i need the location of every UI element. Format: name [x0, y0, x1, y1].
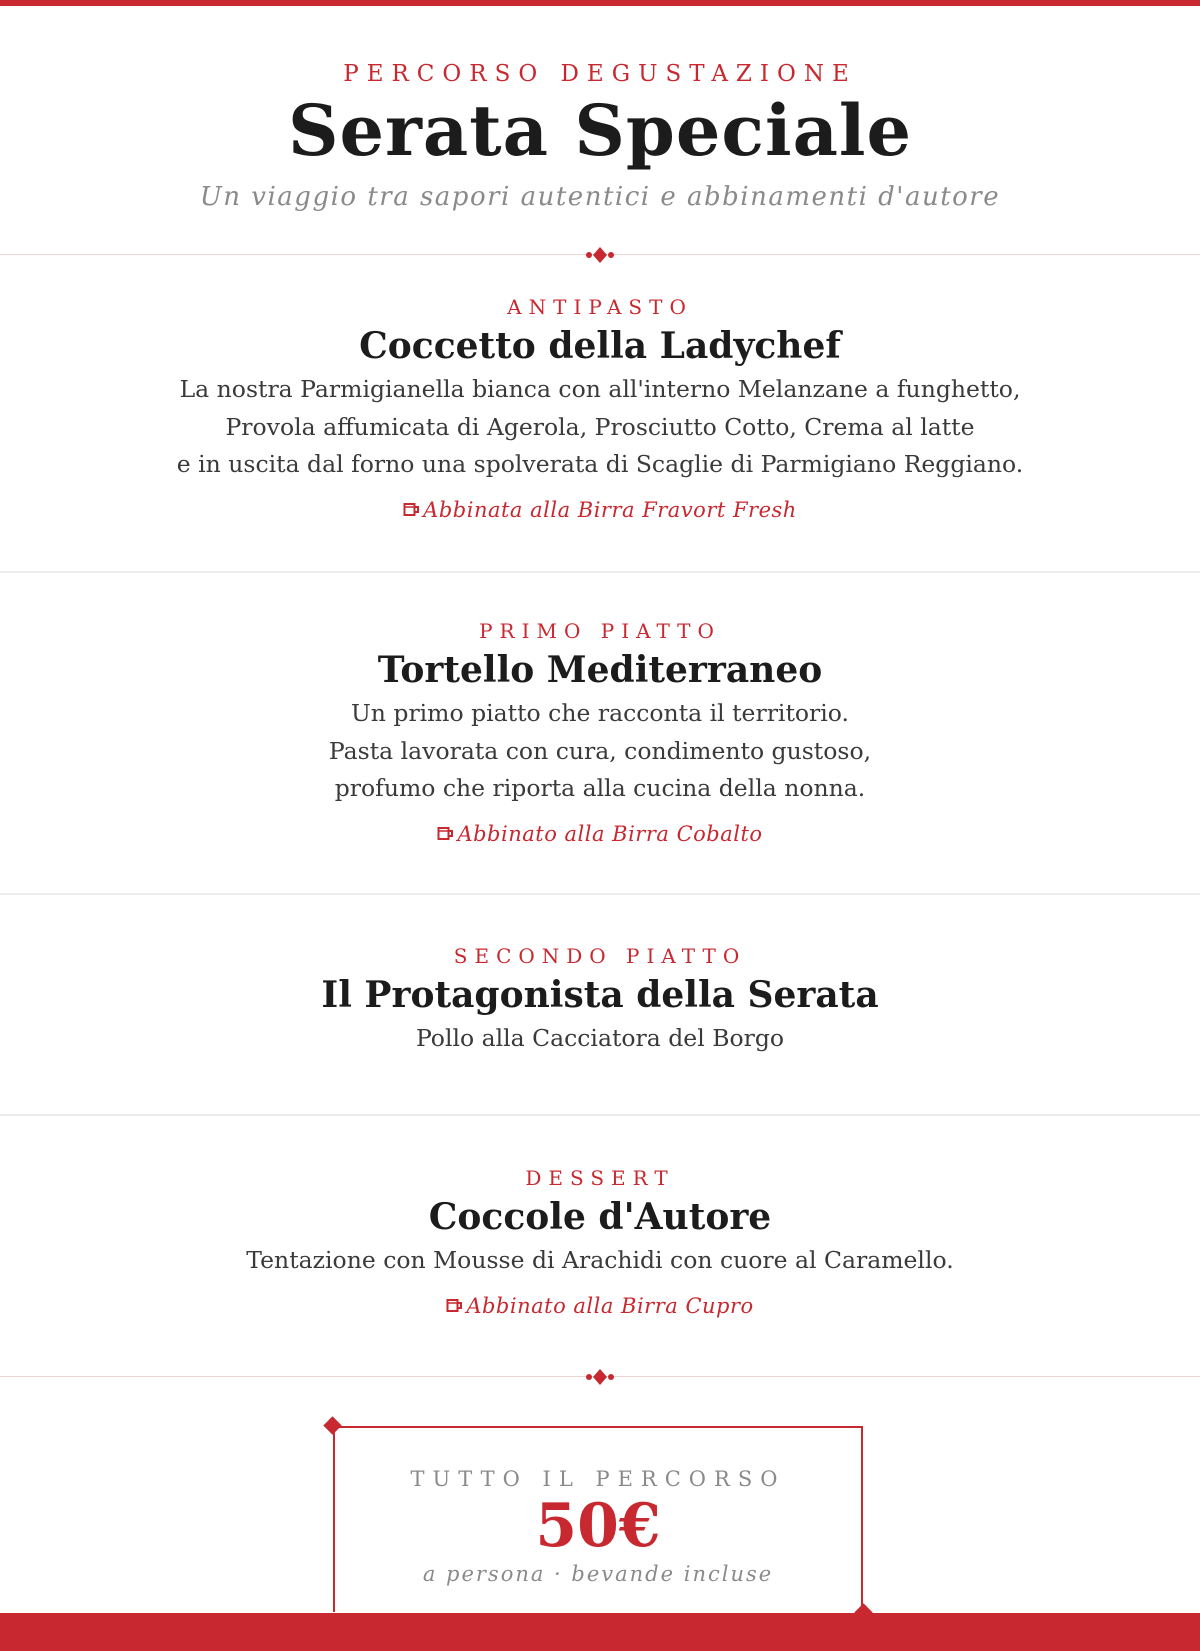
price-note: a persona · bevande incluse — [422, 1562, 774, 1586]
description-line: Provola affumicata di Agerola, Prosciutto Cotto, Crema al latte — [225, 412, 975, 441]
menu-subtitle: Un viaggio tra sapori autentici e abbinamenti d'autore — [199, 182, 1001, 212]
description-line: La nostra Parmigianella bianca con all'interno Melanzane a funghetto, — [179, 375, 1021, 403]
course-description — [0, 695, 1200, 808]
course-title: Il Protagonista della Serata — [321, 974, 879, 1016]
description-line: e in uscita dal forno una spolverata di Scaglie di Parmigiano Reggiano. — [176, 450, 1024, 478]
footer-ornament-divider — [0, 1367, 1200, 1387]
course-title: Coccetto della Ladychef — [359, 325, 841, 367]
beer-pairing — [0, 818, 1200, 850]
description-line: profumo che riporta alla cucina della nonna. — [334, 774, 866, 802]
price-box — [333, 1426, 863, 1612]
pairing-text: Abbinato alla Birra Cobalto — [457, 821, 763, 846]
description-line: Un primo piatto che racconta il territorio. — [350, 699, 849, 727]
beer-pairing — [0, 494, 1200, 526]
beer-glass-icon — [446, 1297, 464, 1313]
description-line: Tentazione con Mousse di Arachidi con cuore al Caramello. — [246, 1246, 954, 1274]
pairing-text: Abbinato alla Birra Cupro — [466, 1293, 754, 1318]
description-line: Pasta lavorata con cura, condimento gustoso, — [328, 736, 872, 765]
bottom-accent-bar — [0, 1613, 1200, 1651]
course-title: Coccole d'Autore — [428, 1196, 772, 1238]
course-description — [0, 371, 1200, 484]
top-accent-bar — [0, 0, 1200, 6]
course-antipasto — [0, 293, 1200, 526]
course-secondo-piatto — [0, 942, 1200, 1058]
price-value: 50€ — [535, 1491, 661, 1561]
beer-glass-icon — [403, 501, 421, 517]
price-label: TUTTO IL PERCORSO — [410, 1467, 786, 1491]
course-description — [0, 1242, 1200, 1280]
menu-eyebrow: PERCORSO DEGUSTAZIONE — [343, 61, 857, 87]
course-separator — [0, 1114, 1200, 1116]
menu-header — [0, 58, 1200, 215]
header-ornament-divider — [0, 245, 1200, 265]
course-title: Tortello Mediterraneo — [377, 649, 823, 691]
description-line: Pollo alla Cacciatora del Borgo — [415, 1024, 785, 1052]
diamond-ornament-icon — [585, 1367, 615, 1387]
course-primo-piatto — [0, 617, 1200, 850]
course-label: SECONDO PIATTO — [453, 944, 747, 968]
corner-diamond-icon — [323, 1416, 341, 1434]
course-description — [0, 1020, 1200, 1058]
course-label: ANTIPASTO — [507, 295, 693, 319]
course-dessert — [0, 1164, 1200, 1322]
course-separator — [0, 893, 1200, 895]
course-label: DESSERT — [525, 1166, 675, 1190]
course-separator — [0, 571, 1200, 573]
pairing-text: Abbinata alla Birra Fravort Fresh — [423, 497, 797, 522]
course-label: PRIMO PIATTO — [479, 619, 721, 643]
beer-pairing — [0, 1290, 1200, 1322]
beer-glass-icon — [437, 825, 455, 841]
diamond-ornament-icon — [585, 245, 615, 265]
menu-title: Serata Speciale — [287, 89, 913, 172]
